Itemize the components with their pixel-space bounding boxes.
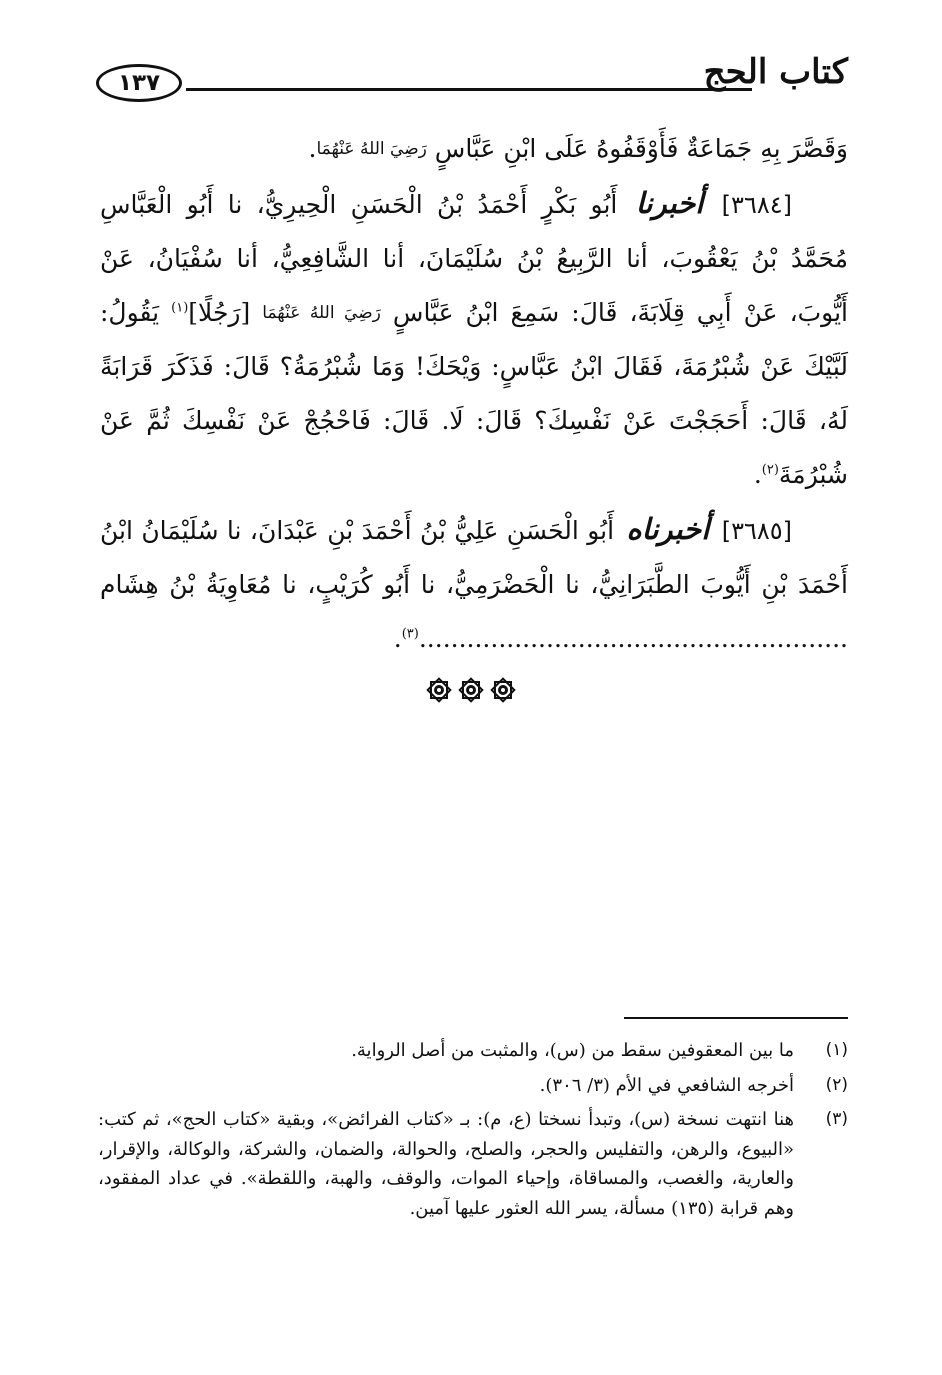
footnote-ref-1[interactable]: (١) [171, 300, 189, 316]
footnote-text: أخرجه الشافعي في الأم (٣/ ٣٠٦). [539, 1074, 794, 1096]
footnote-number: (٣) [825, 1109, 848, 1129]
footnote-3 [98, 1105, 848, 1223]
rosette-ornament-icon [457, 676, 485, 704]
rosette-ornament-icon [425, 676, 453, 704]
hadith-number: [٣٦٨٤] [721, 191, 792, 219]
hadith-text-part2: [رَجُلًا] [188, 298, 251, 327]
header-rule [186, 88, 752, 91]
continuation-end: . [308, 134, 317, 163]
book-title: كتاب الحج [703, 52, 848, 92]
footnote-separator [624, 1017, 848, 1019]
hadith-keyword: أخبرناه [626, 512, 710, 546]
page-header [96, 50, 848, 112]
hadith-end: . [753, 460, 762, 489]
continuation-text: وَقَصَّرَ بِهِ جَمَاعَةٌ فَأَوْقَفُوهُ عَلَى ابْنِ عَبَّاسٍ [434, 134, 848, 163]
honorific-symbol: رَضِيَ اللهُ عَنْهُمَا [316, 139, 427, 159]
main-text [100, 122, 848, 666]
hadith-text-part3: يَقُولُ: لَبَّيْكَ عَنْ شُبْرُمَةَ، فَقَالَ ابْنُ عَبَّاسٍ: وَيْحَكَ! وَمَا شُبْرُمَةُ؟ قَالَ: فَذَكَرَ قَرَابَةً لَهُ، قَالَ: أَحَجَجْتَ عَنْ نَفْسِكَ؟ قَالَ: لَا. قَالَ: فَاحْجُجْ عَنْ نَفْسِكَ ثُمَّ عَنْ شُبْرُمَةَ [100, 298, 848, 489]
footnote-number: (١) [825, 1040, 848, 1060]
hadith-number: [٣٦٨٥] [721, 517, 793, 545]
hadith-text: أَبُو الْحَسَنِ عَلِيُّ بْنُ أَحْمَدَ بْنِ عَبْدَانَ، نا سُلَيْمَانُ ابْنُ أَحْمَدَ بْنِ أَيُّوبَ الطَّبَرَانِيُّ، نا الْحَضْرَمِيُّ، نا أَبُو كُرَيْبٍ، نا مُعَاوِيَةُ بْنُ هِشَام [100, 516, 848, 599]
elision-dots: ...................................................... [418, 624, 848, 653]
footnote-2 [98, 1071, 848, 1101]
honorific-symbol: رَضِيَ اللهُ عَنْهُمَا [262, 303, 381, 323]
hadith-3685 [100, 502, 848, 666]
footnote-text: ما بين المعقوفين سقط من (س)، والمثبت من أصل الرواية. [351, 1040, 794, 1061]
hadith-keyword: أخبرنا [635, 186, 704, 220]
footnotes [98, 1036, 848, 1228]
page-number: ١٣٧ [117, 69, 161, 96]
section-ornament [0, 676, 942, 704]
footnote-number: (٢) [825, 1074, 848, 1095]
rosette-ornament-icon [489, 676, 517, 704]
hadith-end: . [393, 624, 402, 653]
page-number-oval [96, 64, 182, 102]
footnote-text: هنا انتهت نسخة (س)، وتبدأ نسختا (ع، م): بـ «كتاب الفرائض»، وبقية «كتاب الحج»، ثم كتب: «البيوع، والرهن، والتفليس والحجر، والصلح، والحوالة، والضمان، والشركة، والوكالة، والإقرار، والعارية، والغصب، والمساقاة، وإحياء الموات، والوقف، والهبة، واللقطة». في عداد المفقود، وهم قرابة (١٣٥) مسألة، يسر الله العثور عليها آمين. [98, 1109, 794, 1219]
footnote-ref-2[interactable]: (٢) [761, 462, 779, 478]
hadith-text-part1: أَبُو بَكْرٍ أَحْمَدُ بْنُ الْحَسَنِ الْحِيرِيُّ، نا أَبُو الْعَبَّاسِ مُحَمَّدُ بْنُ يَعْقُوبَ، أنا الرَّبِيعُ بْنُ سُلَيْمَانَ، أنا الشَّافِعِيُّ، أنا سُفْيَانُ، عَنْ أَيُّوبَ، عَنْ أَبِي قِلَابَةَ، قَالَ: سَمِعَ ابْنُ عَبَّاسٍ [100, 190, 848, 327]
hadith-3684 [100, 176, 848, 502]
footnote-ref-3[interactable]: (٣) [401, 626, 419, 642]
footnote-1 [98, 1036, 848, 1066]
continuation-paragraph [100, 122, 848, 176]
